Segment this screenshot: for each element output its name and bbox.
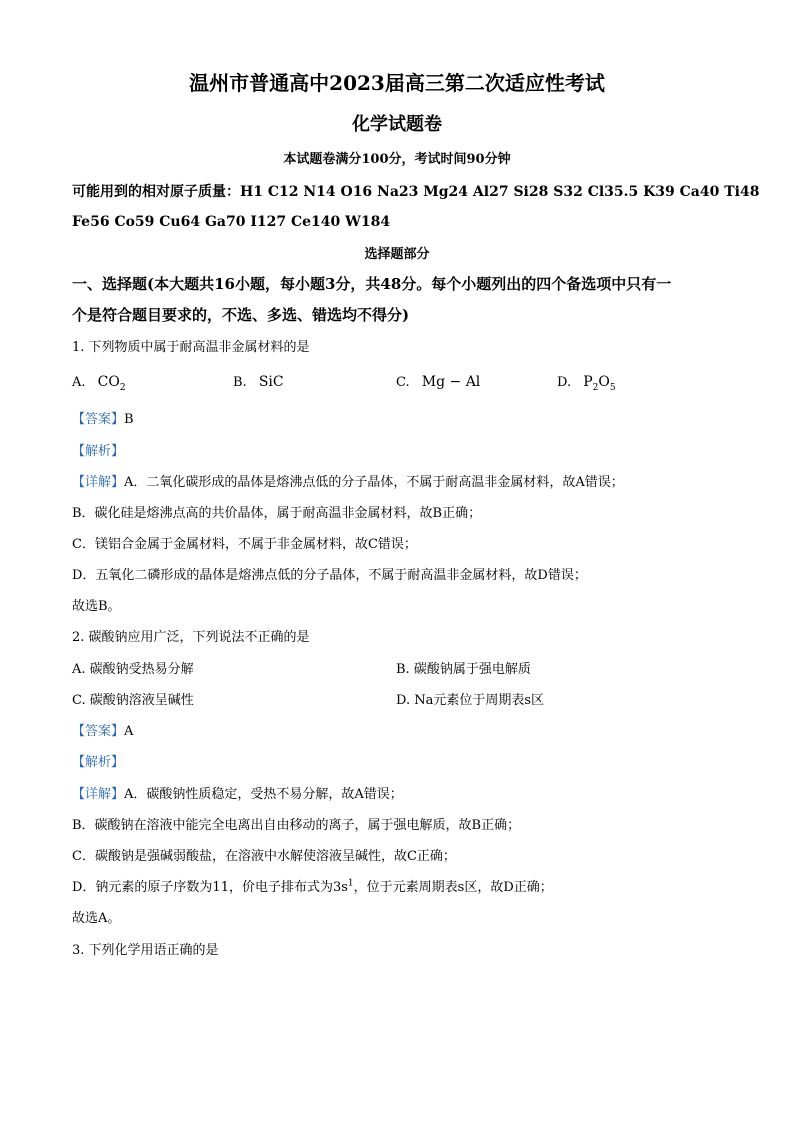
q1-option-d — [557, 373, 616, 392]
q1-option-b — [233, 373, 284, 392]
q1-option-a — [72, 373, 126, 392]
exam-info: 本试题卷满分100分，考试时间90分钟 — [283, 152, 511, 167]
superscript: 1 — [347, 878, 354, 889]
atomic-mass-line-1: 可能用到的相对原子质量：H1 C12 N14 O16 Na23 Mg24 Al27 Si28 S32 Cl35.5 K39 Ca40 Ti48 — [72, 184, 760, 200]
detail-tag: 【详解】 — [72, 787, 125, 802]
q1-conclusion: 故选B。 — [72, 599, 121, 614]
option-label: B. — [233, 375, 247, 390]
detail-text: A．二氧化碳形成的晶体是熔沸点低的分子晶体，不属于耐高温非金属材料，故A错误； — [124, 475, 624, 490]
formula-base: CO — [97, 374, 120, 390]
detail-text: ，位于元素周期表s区，故D正确； — [353, 880, 553, 895]
q1-answer — [72, 411, 134, 429]
q1-analysis-tag — [72, 443, 124, 461]
q2-analysis-tag — [72, 754, 124, 772]
q2-conclusion: 故选A。 — [72, 911, 121, 926]
q2-option-b: B. 碳酸钠属于强电解质 — [396, 662, 531, 677]
answer-value: A — [124, 724, 134, 739]
option-label: A. — [72, 375, 86, 390]
formula-sic: SiC — [258, 374, 284, 390]
analysis-tag: 【解析】 — [72, 444, 125, 459]
answer-tag: 【答案】 — [72, 724, 125, 739]
q1-stem: 1. 下列物质中属于耐高温非金属材料的是 — [72, 340, 310, 355]
q2-option-a: A. 碳酸钠受热易分解 — [72, 662, 194, 677]
section-instruction-1: 一、选择题(本大题共16小题，每小题3分，共48分。每个小题列出的四个备选项中只有一 — [72, 275, 672, 293]
q1-detail-c: C．镁铝合金属于金属材料，不属于非金属材料，故C错误； — [72, 537, 417, 552]
formula-mg-al: Mg − Al — [421, 374, 481, 390]
answer-tag: 【答案】 — [72, 412, 125, 427]
q3-stem: 3. 下列化学用语正确的是 — [72, 943, 219, 958]
q2-option-d: D. Na元素位于周期表s区 — [396, 693, 545, 708]
q2-answer — [72, 723, 133, 741]
section-instruction-2: 个是符合题目要求的，不选、多选、错选均不得分) — [72, 306, 410, 324]
q2-detail-b: B．碳酸钠在溶液中能完全电离出自由移动的离子，属于强电解质，故B正确； — [72, 818, 521, 833]
q1-detail-b: B．碳化硅是熔沸点高的共价晶体，属于耐高温非金属材料，故B正确； — [72, 506, 482, 521]
detail-tag: 【详解】 — [72, 475, 125, 490]
answer-value: B — [124, 412, 134, 427]
q2-detail-a — [72, 786, 403, 804]
atomic-mass-line-2: Fe56 Co59 Cu64 Ga70 I127 Ce140 W184 — [72, 214, 391, 230]
q1-detail-d: D．五氧化二磷形成的晶体是熔沸点低的分子晶体，不属于耐高温非金属材料，故D错误； — [72, 568, 587, 583]
formula-base: O — [598, 374, 610, 390]
detail-text: A．碳酸钠性质稳定，受热不易分解，故A错误； — [124, 787, 403, 802]
option-label: D. — [557, 375, 572, 390]
formula-subscript: 2 — [592, 382, 599, 393]
formula-co2 — [97, 374, 126, 393]
analysis-tag: 【解析】 — [72, 755, 125, 770]
exam-subtitle: 化学试题卷 — [352, 114, 442, 135]
formula-p2o5 — [583, 374, 616, 393]
q1-detail-a — [72, 474, 624, 492]
formula-subscript: 2 — [119, 382, 126, 393]
formula-subscript: 5 — [609, 382, 616, 393]
section-heading: 选择题部分 — [364, 247, 430, 262]
q1-option-c — [396, 373, 480, 392]
option-label: C. — [396, 375, 410, 390]
q2-detail-c: C．碳酸钠是强碱弱酸盐，在溶液中水解使溶液呈碱性，故C正确； — [72, 849, 456, 864]
q2-stem: 2. 碳酸钠应用广泛，下列说法不正确的是 — [72, 630, 310, 645]
q2-detail-d — [72, 879, 553, 897]
detail-text: D．钠元素的原子序数为11，价电子排布式为3s — [72, 880, 348, 895]
q2-option-c: C. 碳酸钠溶液呈碱性 — [72, 693, 194, 708]
exam-title: 温州市普通高中2023届高三第二次适应性考试 — [189, 71, 605, 95]
formula-base: P — [583, 374, 593, 390]
